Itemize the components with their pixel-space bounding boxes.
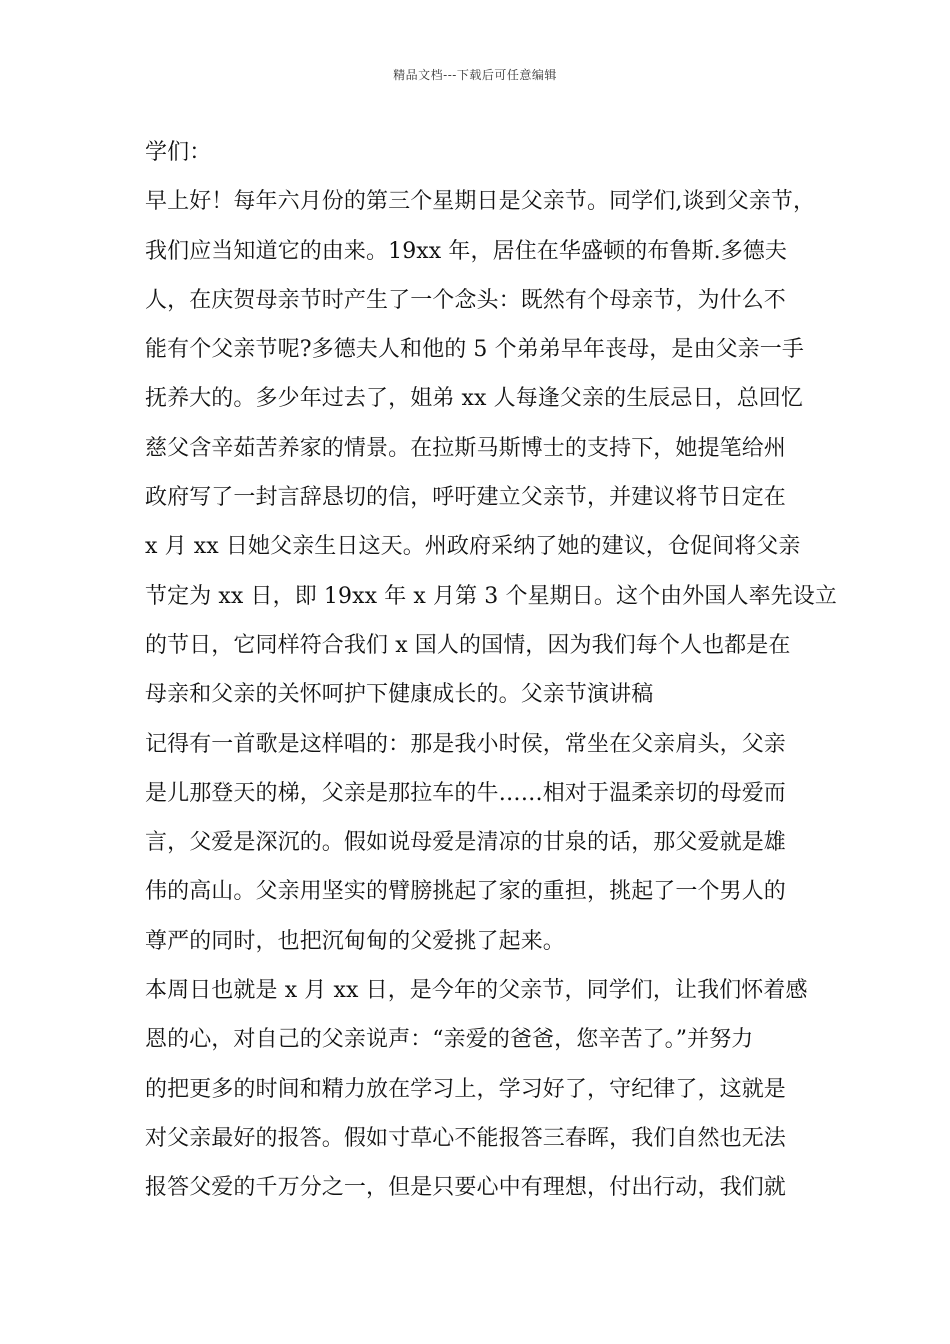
text-line: 报答父爱的千万分之一，但是只要心中有理想，付出行动，我们就 <box>145 1175 786 1201</box>
text-line: 慈父含辛茹苦养家的情景。在拉斯马斯博士的支持下，她提笔给州 <box>145 435 786 461</box>
text-line: 本周日也就是 x 月 xx 日，是今年的父亲节，同学们，让我们怀着感 <box>145 978 808 1004</box>
text-line: 抚养大的。多少年过去了，姐弟 xx 人每逢父亲的生辰忌日，总回忆 <box>145 386 804 412</box>
text-line: x 月 xx 日她父亲生日这天。州政府采纳了她的建议，仓促间将父亲 <box>145 534 801 560</box>
text-line: 伟的高山。父亲用坚实的臂膀挑起了家的重担，挑起了一个男人的 <box>145 879 786 905</box>
page-header: 精品文档---下载后可任意编辑 <box>393 68 557 82</box>
text-line: 节定为 xx 日，即 19xx 年 x 月第 3 个星期日。这个由外国人率先设立 <box>145 583 837 609</box>
text-line: 言，父爱是深沉的。假如说母爱是清凉的甘泉的话，那父爱就是雄 <box>145 830 786 856</box>
text-line: 的把更多的时间和精力放在学习上，学习好了，守纪律了，这就是 <box>145 1076 786 1102</box>
text-line: 我们应当知道它的由来。19xx 年，居住在华盛顿的布鲁斯.多德夫 <box>145 238 787 264</box>
text-line: 是儿那登天的梯，父亲是那拉车的牛……相对于温柔亲切的母爱而 <box>145 780 786 806</box>
text-line: 学们： <box>145 140 212 165</box>
text-line: 记得有一首歌是这样唱的：那是我小时侯，常坐在父亲肩头，父亲 <box>145 731 786 757</box>
text-line: 对父亲最好的报答。假如寸草心不能报答三春晖，我们自然也无法 <box>145 1125 786 1151</box>
text-line: 母亲和父亲的关怀呵护下健康成长的。父亲节演讲稿 <box>145 682 654 708</box>
text-line: 人，在庆贺母亲节时产生了一个念头：既然有个母亲节，为什么不 <box>145 287 786 313</box>
text-line: 恩的心，对自己的父亲说声：“亲爱的爸爸，您辛苦了。”并努力 <box>145 1027 754 1053</box>
text-line: 政府写了一封言辞恳切的信，呼吁建立父亲节，并建议将节日定在 <box>145 485 786 511</box>
text-line: 早上好！每年六月份的第三个星期日是父亲节。同学们,谈到父亲节， <box>145 189 816 215</box>
document-body <box>145 128 837 1213</box>
text-line: 能有个父亲节呢?多德夫人和他的 5 个弟弟早年丧母，是由父亲一手 <box>145 337 804 363</box>
text-line: 尊严的同时，也把沉甸甸的父爱挑了起来。 <box>145 928 565 954</box>
text-line: 的节日，它同样符合我们 x 国人的国情，因为我们每个人也都是在 <box>145 632 791 658</box>
